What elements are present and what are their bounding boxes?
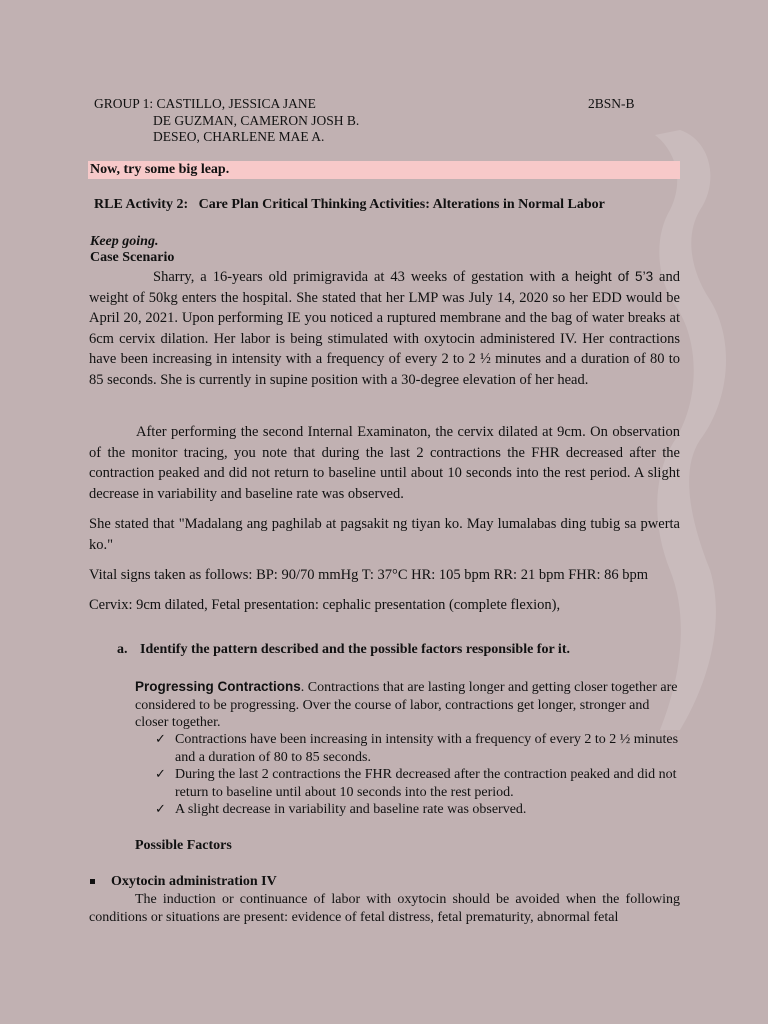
list-item	[155, 801, 680, 819]
possible-factors-heading: Possible Factors	[135, 838, 232, 853]
question-text: Identify the pattern described and the possible factors responsible for it.	[140, 642, 570, 657]
height-text: a height of 5’3	[561, 269, 654, 284]
factor-title	[90, 874, 277, 890]
list-item-text: Contractions have been increasing in intensity with a frequency of every 2 to 2 ½ minutes and a duration of 80 to 85 seconds.	[175, 732, 679, 765]
vital-signs-text: Vital signs taken as follows: BP: 90/70 mmHg T: 37°C HR: 105 bpm RR: 21 bpm FHR: 86 bpm	[89, 567, 649, 583]
list-item-text: A slight decrease in variability and baseline rate was observed.	[175, 802, 527, 817]
scenario-text: After performing the second Internal Examinaton, the cervix dilated at 9cm. On observation of the monitor tracing, you note that during the last 2 contractions the FHR decreased after the contraction peaked and did not return to baseline until about 10 seconds into the rest period. A slight decrease in variability and baseline rate was observed.	[89, 424, 680, 502]
factor-description	[89, 891, 680, 927]
activity-title: RLE Activity 2: Care Plan Critical Thinking Activities: Alterations in Normal Labor	[94, 197, 605, 212]
factor-title-text: Oxytocin administration IV	[111, 874, 277, 889]
scenario-paragraph-3	[89, 514, 680, 555]
scenario-paragraph-1	[89, 267, 680, 390]
list-item	[155, 766, 680, 801]
section-label: 2BSN-B	[588, 96, 635, 111]
check-mark-icon: ✓	[155, 767, 166, 782]
pattern-answer	[135, 678, 680, 732]
group-label: GROUP 1: CASTILLO, JESSICA JANE	[94, 96, 316, 111]
cervix-text: Cervix: 9cm dilated, Fetal presentation: cephalic presentation (complete flexion),	[89, 597, 561, 613]
scenario-text: Sharry, a 16-years old primigravida at 43 weeks of gestation with	[153, 269, 562, 285]
banner-text: Now, try some big leap.	[90, 162, 230, 177]
keep-going-text: Keep going.	[90, 234, 159, 249]
case-scenario-heading: Case Scenario	[90, 250, 175, 265]
list-item-text: During the last 2 contractions the FHR decreased after the contraction peaked and did not return to baseline until about 10 seconds into the rest period.	[175, 767, 677, 800]
question-marker: a.	[117, 642, 128, 657]
square-bullet-icon	[90, 879, 95, 884]
check-mark-icon: ✓	[155, 732, 166, 747]
member-name: DE GUZMAN, CAMERON JOSH B.	[153, 113, 360, 128]
member-name: DESEO, CHARLENE MAE A.	[153, 129, 325, 144]
pattern-description: . Contractions that are lasting longer and getting closer together are considered to be progressing. Over the course of labor, contractions get longer, stronger and closer together.	[135, 680, 678, 730]
factor-description-text: The induction or continuance of labor with oxytocin should be avoided when the following conditions or situations are present: evidence of fetal distress, fetal prematurity, abnormal fetal	[89, 892, 680, 925]
scenario-paragraph-2	[89, 422, 680, 504]
check-mark-icon: ✓	[155, 802, 166, 817]
scenario-text: and weight of 50kg enters the hospital. She stated that her LMP was July 14, 2020 so her EDD would be April 20, 2021. Upon performing IE you noticed a ruptured membrane and the bag of water breaks at 6cm cervix dilation. Her labor is being stimulated with oxytocin administered IV. Her contractions have been increasing in intensity with a frequency of every 2 to 2 ½ minutes and a duration of 80 to 85 seconds. She is currently in supine position with a 30-degree elevation of her head.	[89, 269, 680, 388]
quote-text: She stated that "Madalang ang paghilab at pagsakit ng tiyan ko. May lumalabas ding tubig sa pwerta ko."	[89, 516, 680, 553]
pattern-title: Progressing Contractions	[135, 679, 301, 694]
list-item	[155, 731, 680, 766]
evidence-list	[155, 731, 680, 819]
